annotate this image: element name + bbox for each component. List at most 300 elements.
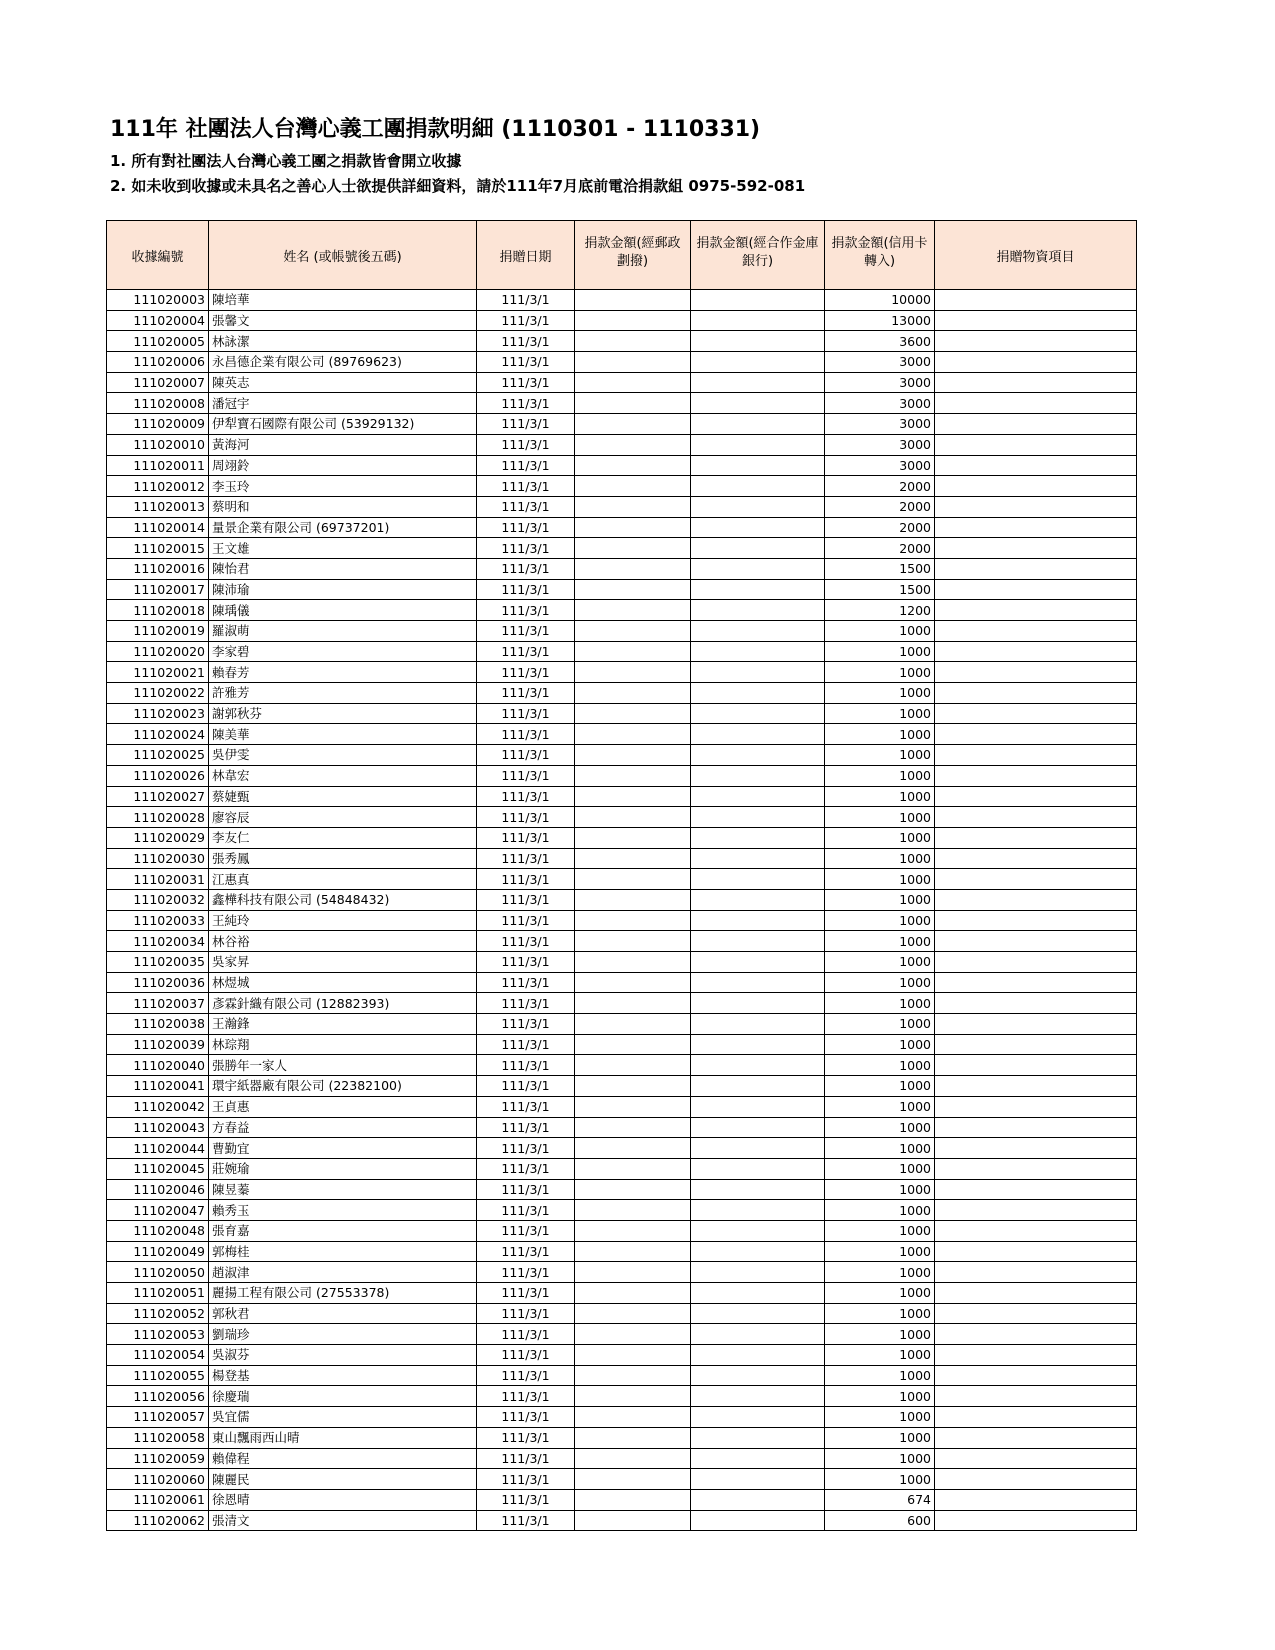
cell-goods <box>935 455 1137 476</box>
cell-date: 111/3/1 <box>477 1365 575 1386</box>
cell-amount-card: 1000 <box>825 1117 935 1138</box>
cell-goods <box>935 372 1137 393</box>
cell-date: 111/3/1 <box>477 993 575 1014</box>
cell-amount-postal <box>575 1158 691 1179</box>
header-amount-bank: 捐款金額(經合作金庫銀行) <box>691 221 825 290</box>
cell-receipt-no: 111020061 <box>107 1489 209 1510</box>
cell-date: 111/3/1 <box>477 724 575 745</box>
cell-goods <box>935 434 1137 455</box>
cell-amount-bank <box>691 621 825 642</box>
cell-amount-bank <box>691 1179 825 1200</box>
cell-name: 羅淑萌 <box>209 621 477 642</box>
cell-amount-bank <box>691 331 825 352</box>
cell-goods <box>935 827 1137 848</box>
cell-amount-card: 1000 <box>825 765 935 786</box>
cell-amount-postal <box>575 869 691 890</box>
cell-amount-bank <box>691 1241 825 1262</box>
header-date: 捐贈日期 <box>477 221 575 290</box>
cell-amount-postal <box>575 786 691 807</box>
cell-goods <box>935 1179 1137 1200</box>
cell-date: 111/3/1 <box>477 476 575 497</box>
cell-date: 111/3/1 <box>477 1138 575 1159</box>
cell-goods <box>935 1448 1137 1469</box>
cell-amount-card: 1000 <box>825 1283 935 1304</box>
cell-receipt-no: 111020022 <box>107 683 209 704</box>
cell-amount-card: 13000 <box>825 310 935 331</box>
table-row <box>107 827 1137 848</box>
cell-amount-card: 1000 <box>825 1158 935 1179</box>
cell-receipt-no: 111020008 <box>107 393 209 414</box>
cell-goods <box>935 1117 1137 1138</box>
note-contact: 2. 如未收到收據或未具名之善心人士欲提供詳細資料，請於111年7月底前電洽捐款組 0975-592-081 <box>110 177 806 195</box>
table-row <box>107 1324 1137 1345</box>
cell-goods <box>935 538 1137 559</box>
cell-amount-card: 3000 <box>825 455 935 476</box>
cell-receipt-no: 111020055 <box>107 1365 209 1386</box>
cell-amount-card: 2000 <box>825 517 935 538</box>
cell-amount-bank <box>691 434 825 455</box>
cell-goods <box>935 765 1137 786</box>
cell-amount-bank <box>691 1303 825 1324</box>
table-row <box>107 372 1137 393</box>
cell-date: 111/3/1 <box>477 745 575 766</box>
cell-date: 111/3/1 <box>477 352 575 373</box>
table-row <box>107 745 1137 766</box>
cell-date: 111/3/1 <box>477 1076 575 1097</box>
cell-receipt-no: 111020037 <box>107 993 209 1014</box>
cell-name: 劉瑞珍 <box>209 1324 477 1345</box>
table-row <box>107 1303 1137 1324</box>
cell-amount-postal <box>575 1096 691 1117</box>
cell-goods <box>935 1510 1137 1531</box>
cell-receipt-no: 111020051 <box>107 1283 209 1304</box>
cell-amount-card: 1000 <box>825 662 935 683</box>
cell-date: 111/3/1 <box>477 1158 575 1179</box>
cell-date: 111/3/1 <box>477 1324 575 1345</box>
cell-amount-bank <box>691 517 825 538</box>
cell-amount-bank <box>691 827 825 848</box>
cell-receipt-no: 111020060 <box>107 1469 209 1490</box>
cell-amount-postal <box>575 290 691 311</box>
cell-receipt-no: 111020049 <box>107 1241 209 1262</box>
cell-amount-card: 1000 <box>825 621 935 642</box>
header-amount-postal: 捐款金額(經郵政劃撥) <box>575 221 691 290</box>
cell-amount-bank <box>691 1324 825 1345</box>
cell-receipt-no: 111020045 <box>107 1158 209 1179</box>
cell-amount-postal <box>575 538 691 559</box>
cell-name: 吳伊雯 <box>209 745 477 766</box>
cell-amount-card: 1000 <box>825 683 935 704</box>
cell-amount-postal <box>575 1365 691 1386</box>
cell-amount-postal <box>575 496 691 517</box>
cell-amount-bank <box>691 1448 825 1469</box>
cell-goods <box>935 414 1137 435</box>
cell-amount-postal <box>575 641 691 662</box>
cell-goods <box>935 952 1137 973</box>
cell-receipt-no: 111020012 <box>107 476 209 497</box>
cell-date: 111/3/1 <box>477 765 575 786</box>
cell-receipt-no: 111020021 <box>107 662 209 683</box>
cell-amount-bank <box>691 352 825 373</box>
table-body <box>107 290 1137 1531</box>
cell-name: 王瀚鋒 <box>209 1014 477 1035</box>
cell-date: 111/3/1 <box>477 1262 575 1283</box>
cell-amount-card: 1000 <box>825 1179 935 1200</box>
table-row <box>107 1055 1137 1076</box>
cell-name: 陳沛瑜 <box>209 579 477 600</box>
cell-date: 111/3/1 <box>477 600 575 621</box>
cell-amount-postal <box>575 621 691 642</box>
cell-date: 111/3/1 <box>477 1407 575 1428</box>
cell-name: 周翊鈴 <box>209 455 477 476</box>
cell-receipt-no: 111020019 <box>107 621 209 642</box>
cell-name: 陳怡君 <box>209 558 477 579</box>
cell-name: 林谷裕 <box>209 931 477 952</box>
table-row <box>107 1407 1137 1428</box>
cell-amount-bank <box>691 972 825 993</box>
table-row <box>107 434 1137 455</box>
cell-name: 張秀鳳 <box>209 848 477 869</box>
cell-amount-postal <box>575 393 691 414</box>
cell-amount-postal <box>575 352 691 373</box>
cell-name: 伊犁寶石國際有限公司 (53929132) <box>209 414 477 435</box>
page-title: 111年 社團法人台灣心義工團捐款明細 (1110301 - 1110331) <box>110 117 761 142</box>
cell-date: 111/3/1 <box>477 414 575 435</box>
cell-amount-postal <box>575 827 691 848</box>
cell-name: 徐慶瑞 <box>209 1386 477 1407</box>
cell-amount-bank <box>691 1283 825 1304</box>
cell-goods <box>935 331 1137 352</box>
cell-receipt-no: 111020030 <box>107 848 209 869</box>
cell-goods <box>935 476 1137 497</box>
table-row <box>107 579 1137 600</box>
cell-receipt-no: 111020044 <box>107 1138 209 1159</box>
cell-amount-card: 1000 <box>825 807 935 828</box>
cell-amount-card: 3000 <box>825 372 935 393</box>
table-row <box>107 683 1137 704</box>
cell-goods <box>935 558 1137 579</box>
cell-date: 111/3/1 <box>477 393 575 414</box>
cell-amount-postal <box>575 372 691 393</box>
table-row <box>107 1262 1137 1283</box>
cell-receipt-no: 111020043 <box>107 1117 209 1138</box>
cell-amount-bank <box>691 1076 825 1097</box>
cell-amount-card: 1000 <box>825 972 935 993</box>
cell-goods <box>935 600 1137 621</box>
cell-name: 陳瑀儀 <box>209 600 477 621</box>
cell-date: 111/3/1 <box>477 1427 575 1448</box>
table-row <box>107 558 1137 579</box>
cell-amount-postal <box>575 1076 691 1097</box>
table-row <box>107 889 1137 910</box>
cell-amount-postal <box>575 952 691 973</box>
cell-name: 張清文 <box>209 1510 477 1531</box>
table-row <box>107 352 1137 373</box>
cell-receipt-no: 111020028 <box>107 807 209 828</box>
table-row <box>107 1034 1137 1055</box>
cell-name: 蔡婕甄 <box>209 786 477 807</box>
cell-amount-bank <box>691 476 825 497</box>
cell-amount-bank <box>691 703 825 724</box>
cell-goods <box>935 889 1137 910</box>
cell-amount-postal <box>575 889 691 910</box>
cell-amount-postal <box>575 1055 691 1076</box>
cell-amount-card: 1000 <box>825 931 935 952</box>
cell-receipt-no: 111020035 <box>107 952 209 973</box>
cell-date: 111/3/1 <box>477 1448 575 1469</box>
cell-goods <box>935 1220 1137 1241</box>
cell-receipt-no: 111020058 <box>107 1427 209 1448</box>
cell-receipt-no: 111020004 <box>107 310 209 331</box>
cell-amount-bank <box>691 931 825 952</box>
table-row <box>107 1200 1137 1221</box>
cell-goods <box>935 579 1137 600</box>
cell-amount-card: 1000 <box>825 1096 935 1117</box>
cell-name: 許雅芳 <box>209 683 477 704</box>
cell-name: 王文雄 <box>209 538 477 559</box>
cell-amount-postal <box>575 993 691 1014</box>
table-row <box>107 1365 1137 1386</box>
cell-amount-bank <box>691 745 825 766</box>
cell-goods <box>935 786 1137 807</box>
cell-date: 111/3/1 <box>477 786 575 807</box>
cell-amount-bank <box>691 579 825 600</box>
cell-amount-postal <box>575 1489 691 1510</box>
table-row <box>107 1117 1137 1138</box>
cell-amount-bank <box>691 290 825 311</box>
cell-goods <box>935 683 1137 704</box>
cell-amount-card: 674 <box>825 1489 935 1510</box>
cell-amount-bank <box>691 1345 825 1366</box>
table-row <box>107 621 1137 642</box>
cell-amount-postal <box>575 331 691 352</box>
cell-goods <box>935 662 1137 683</box>
cell-goods <box>935 993 1137 1014</box>
cell-amount-bank <box>691 765 825 786</box>
cell-amount-card: 1000 <box>825 910 935 931</box>
cell-date: 111/3/1 <box>477 972 575 993</box>
cell-receipt-no: 111020048 <box>107 1220 209 1241</box>
cell-amount-postal <box>575 579 691 600</box>
table-row <box>107 1179 1137 1200</box>
cell-receipt-no: 111020041 <box>107 1076 209 1097</box>
cell-name: 吳淑芬 <box>209 1345 477 1366</box>
cell-amount-bank <box>691 724 825 745</box>
table-row <box>107 1345 1137 1366</box>
cell-name: 莊婉瑜 <box>209 1158 477 1179</box>
table-row <box>107 1096 1137 1117</box>
cell-amount-postal <box>575 745 691 766</box>
cell-name: 賴秀玉 <box>209 1200 477 1221</box>
cell-receipt-no: 111020054 <box>107 1345 209 1366</box>
table-row <box>107 848 1137 869</box>
cell-goods <box>935 910 1137 931</box>
cell-receipt-no: 111020053 <box>107 1324 209 1345</box>
cell-date: 111/3/1 <box>477 889 575 910</box>
cell-amount-postal <box>575 972 691 993</box>
cell-name: 環宇紙器廠有限公司 (22382100) <box>209 1076 477 1097</box>
cell-goods <box>935 1096 1137 1117</box>
cell-name: 方春益 <box>209 1117 477 1138</box>
cell-receipt-no: 111020029 <box>107 827 209 848</box>
cell-receipt-no: 111020027 <box>107 786 209 807</box>
cell-name: 郭秋君 <box>209 1303 477 1324</box>
cell-receipt-no: 111020007 <box>107 372 209 393</box>
cell-amount-bank <box>691 538 825 559</box>
cell-name: 謝郭秋芬 <box>209 703 477 724</box>
cell-amount-bank <box>691 372 825 393</box>
cell-receipt-no: 111020006 <box>107 352 209 373</box>
cell-goods <box>935 869 1137 890</box>
cell-amount-bank <box>691 310 825 331</box>
cell-receipt-no: 111020016 <box>107 558 209 579</box>
table-row <box>107 1386 1137 1407</box>
cell-amount-postal <box>575 683 691 704</box>
table-row <box>107 1138 1137 1159</box>
cell-name: 曹勤宜 <box>209 1138 477 1159</box>
cell-goods <box>935 1200 1137 1221</box>
cell-amount-card: 3000 <box>825 434 935 455</box>
cell-goods <box>935 972 1137 993</box>
table-row <box>107 869 1137 890</box>
cell-goods <box>935 745 1137 766</box>
cell-receipt-no: 111020003 <box>107 290 209 311</box>
cell-name: 林韋宏 <box>209 765 477 786</box>
table-row <box>107 662 1137 683</box>
cell-date: 111/3/1 <box>477 952 575 973</box>
cell-date: 111/3/1 <box>477 662 575 683</box>
table-row <box>107 952 1137 973</box>
cell-date: 111/3/1 <box>477 1179 575 1200</box>
cell-amount-postal <box>575 1510 691 1531</box>
cell-date: 111/3/1 <box>477 931 575 952</box>
cell-amount-postal <box>575 1262 691 1283</box>
table-row <box>107 331 1137 352</box>
table-row <box>107 993 1137 1014</box>
cell-amount-bank <box>691 786 825 807</box>
cell-amount-bank <box>691 952 825 973</box>
table-row <box>107 910 1137 931</box>
cell-goods <box>935 621 1137 642</box>
cell-date: 111/3/1 <box>477 1241 575 1262</box>
cell-amount-card: 1000 <box>825 827 935 848</box>
cell-amount-card: 3000 <box>825 414 935 435</box>
cell-goods <box>935 1469 1137 1490</box>
cell-date: 111/3/1 <box>477 1469 575 1490</box>
cell-goods <box>935 1138 1137 1159</box>
table-row <box>107 807 1137 828</box>
cell-amount-postal <box>575 765 691 786</box>
cell-amount-card: 1000 <box>825 1407 935 1428</box>
cell-date: 111/3/1 <box>477 290 575 311</box>
cell-receipt-no: 111020059 <box>107 1448 209 1469</box>
cell-name: 張育嘉 <box>209 1220 477 1241</box>
cell-date: 111/3/1 <box>477 641 575 662</box>
cell-date: 111/3/1 <box>477 1055 575 1076</box>
table-row <box>107 786 1137 807</box>
cell-receipt-no: 111020050 <box>107 1262 209 1283</box>
cell-date: 111/3/1 <box>477 517 575 538</box>
table-row <box>107 931 1137 952</box>
cell-receipt-no: 111020032 <box>107 889 209 910</box>
cell-name: 陳昱蓁 <box>209 1179 477 1200</box>
cell-goods <box>935 1076 1137 1097</box>
cell-amount-bank <box>691 641 825 662</box>
cell-amount-bank <box>691 600 825 621</box>
cell-amount-postal <box>575 1014 691 1035</box>
cell-amount-bank <box>691 1014 825 1035</box>
table-row <box>107 1489 1137 1510</box>
cell-date: 111/3/1 <box>477 372 575 393</box>
cell-date: 111/3/1 <box>477 331 575 352</box>
cell-name: 趙淑津 <box>209 1262 477 1283</box>
cell-receipt-no: 111020013 <box>107 496 209 517</box>
cell-amount-postal <box>575 455 691 476</box>
cell-amount-postal <box>575 1034 691 1055</box>
cell-receipt-no: 111020036 <box>107 972 209 993</box>
cell-amount-bank <box>691 1220 825 1241</box>
cell-amount-bank <box>691 1055 825 1076</box>
table-row <box>107 724 1137 745</box>
cell-amount-postal <box>575 1448 691 1469</box>
table-row <box>107 1220 1137 1241</box>
cell-amount-card: 2000 <box>825 538 935 559</box>
cell-amount-card: 1000 <box>825 745 935 766</box>
cell-date: 111/3/1 <box>477 807 575 828</box>
cell-amount-postal <box>575 703 691 724</box>
cell-amount-bank <box>691 1386 825 1407</box>
cell-receipt-no: 111020046 <box>107 1179 209 1200</box>
cell-date: 111/3/1 <box>477 1489 575 1510</box>
table-row <box>107 703 1137 724</box>
cell-amount-card: 1000 <box>825 1014 935 1035</box>
cell-goods <box>935 310 1137 331</box>
note-receipt: 1. 所有對社團法人台灣心義工團之捐款皆會開立收據 <box>110 152 462 170</box>
cell-receipt-no: 111020015 <box>107 538 209 559</box>
cell-amount-card: 1000 <box>825 1241 935 1262</box>
cell-receipt-no: 111020047 <box>107 1200 209 1221</box>
cell-goods <box>935 352 1137 373</box>
cell-name: 東山飄雨西山晴 <box>209 1427 477 1448</box>
cell-amount-postal <box>575 1179 691 1200</box>
cell-receipt-no: 111020062 <box>107 1510 209 1531</box>
cell-amount-bank <box>691 807 825 828</box>
cell-amount-bank <box>691 683 825 704</box>
cell-amount-bank <box>691 1510 825 1531</box>
cell-amount-postal <box>575 310 691 331</box>
cell-date: 111/3/1 <box>477 621 575 642</box>
cell-amount-bank <box>691 1407 825 1428</box>
cell-amount-card: 1000 <box>825 869 935 890</box>
cell-amount-bank <box>691 1200 825 1221</box>
cell-amount-postal <box>575 414 691 435</box>
cell-amount-bank <box>691 1117 825 1138</box>
cell-amount-postal <box>575 434 691 455</box>
cell-name: 彥霖針織有限公司 (12882393) <box>209 993 477 1014</box>
cell-goods <box>935 393 1137 414</box>
cell-amount-card: 1000 <box>825 889 935 910</box>
cell-amount-bank <box>691 1365 825 1386</box>
header-receipt-no: 收據編號 <box>107 221 209 290</box>
cell-receipt-no: 111020052 <box>107 1303 209 1324</box>
cell-amount-card: 1000 <box>825 1138 935 1159</box>
cell-amount-card: 1000 <box>825 1469 935 1490</box>
cell-amount-postal <box>575 1241 691 1262</box>
cell-goods <box>935 1303 1137 1324</box>
cell-name: 陳培華 <box>209 290 477 311</box>
cell-amount-card: 3000 <box>825 393 935 414</box>
cell-goods <box>935 931 1137 952</box>
